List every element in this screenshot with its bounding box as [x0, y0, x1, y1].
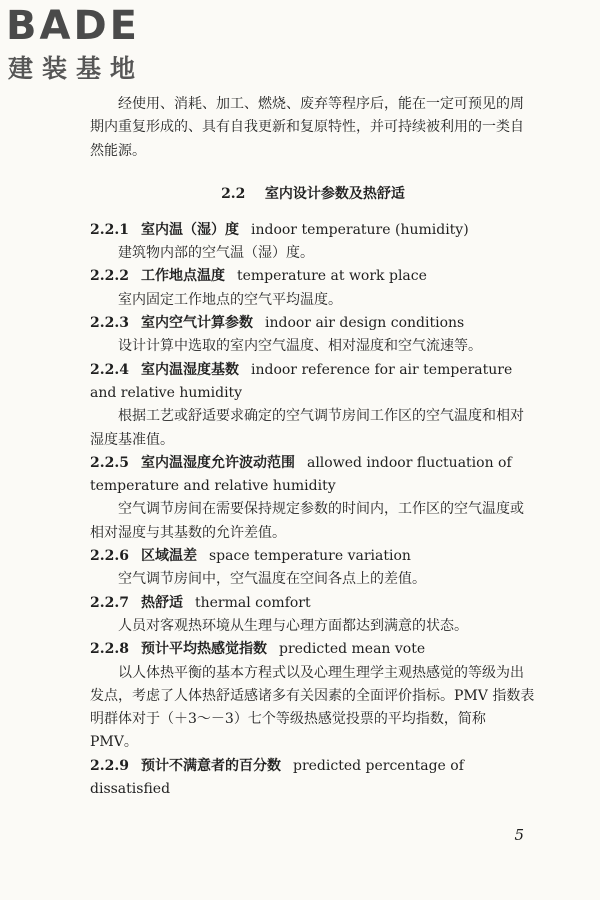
section-title-text: 室内设计参数及热舒适	[264, 185, 405, 202]
term-entry	[90, 545, 536, 592]
term-english: temperature at work place	[236, 268, 427, 285]
term-english: indoor air design conditions	[264, 315, 465, 332]
term-english: predicted percentage of dissatisfied	[90, 757, 464, 798]
term-definition: 空气调节房间在需要保持规定参数的时间内，工作区的空气温度或相对湿度与其基数的允许差值。	[90, 501, 524, 541]
term-number: 2.2.6	[90, 548, 129, 565]
term-english: space temperature variation	[208, 548, 411, 565]
term-heading	[90, 312, 536, 335]
term-chinese: 室内空气计算参数	[140, 315, 253, 332]
term-definition: 以人体热平衡的基本方程式以及心理生理学主观热感觉的等级为出发点，考虑了人体热舒适感诸多有关因素的全面评价指标。PMV 指数表明群体对于（＋3～－3）七个等级热感觉投票的平均指数，简称 PMV。	[90, 664, 535, 751]
term-number: 2.2.4	[90, 361, 129, 378]
term-heading	[90, 592, 536, 615]
term-heading	[90, 638, 536, 661]
section-heading	[90, 183, 536, 205]
term-entry	[90, 592, 536, 639]
term-entry	[90, 312, 536, 359]
term-chinese: 室内温（湿）度	[140, 221, 239, 238]
term-chinese: 工作地点温度	[140, 268, 225, 285]
term-heading	[90, 452, 536, 499]
section-number: 2.2	[221, 185, 246, 202]
term-english: indoor temperature (humidity)	[250, 221, 469, 238]
term-definition: 人员对客观热环境从生理与心理方面都达到满意的状态。	[118, 617, 468, 634]
term-english: allowed indoor fluctuation of temperature and relative humidity	[90, 454, 512, 495]
term-chinese: 区域温差	[140, 548, 197, 565]
term-entry	[90, 755, 536, 802]
term-definition: 根据工艺或舒适要求确定的空气调节房间工作区的空气温度和相对湿度基准值。	[90, 408, 524, 448]
term-number: 2.2.1	[90, 221, 129, 238]
page-number: 5	[514, 826, 524, 844]
term-entry	[90, 265, 536, 312]
bade-logo	[6, 4, 176, 88]
term-english: predicted mean vote	[278, 641, 426, 658]
term-chinese: 室内温湿度允许波动范围	[140, 454, 295, 471]
term-heading	[90, 219, 536, 242]
term-entry	[90, 359, 536, 452]
term-english: indoor reference for air temperature and relative humidity	[90, 361, 513, 401]
term-number: 2.2.7	[90, 594, 129, 611]
term-number: 2.2.5	[90, 454, 129, 471]
term-chinese: 预计不满意者的百分数	[140, 757, 281, 774]
term-entry	[90, 219, 536, 266]
term-chinese: 热舒适	[140, 594, 183, 611]
term-number: 2.2.3	[90, 315, 129, 332]
term-entry	[90, 452, 536, 545]
term-heading	[90, 755, 536, 802]
term-definition: 空气调节房间中，空气温度在空间各点上的差值。	[118, 571, 426, 588]
term-heading	[90, 359, 536, 406]
term-number: 2.2.8	[90, 641, 129, 658]
term-entry	[90, 638, 536, 754]
term-number: 2.2.9	[90, 757, 129, 774]
term-definition: 室内固定工作地点的空气平均温度。	[118, 291, 342, 308]
term-definition: 设计计算中选取的室内空气温度、相对湿度和空气流速等。	[118, 338, 482, 355]
term-chinese: 室内温湿度基数	[140, 361, 239, 378]
document-body	[90, 93, 536, 801]
logo-subtitle: 建装基地	[8, 54, 145, 83]
term-heading	[90, 545, 536, 568]
logo-brand: BADE	[6, 3, 140, 49]
term-definition: 建筑物内部的空气温（湿）度。	[118, 245, 314, 262]
term-chinese: 预计平均热感觉指数	[140, 641, 267, 658]
intro-paragraph: 经使用、消耗、加工、燃烧、废弃等程序后，能在一定可预见的周期内重复形成的、具有自我更新和复原特性，并可持续被利用的一类自然能源。	[90, 96, 524, 159]
term-heading	[90, 265, 536, 288]
term-number: 2.2.2	[90, 268, 129, 285]
term-english: thermal comfort	[194, 594, 311, 611]
